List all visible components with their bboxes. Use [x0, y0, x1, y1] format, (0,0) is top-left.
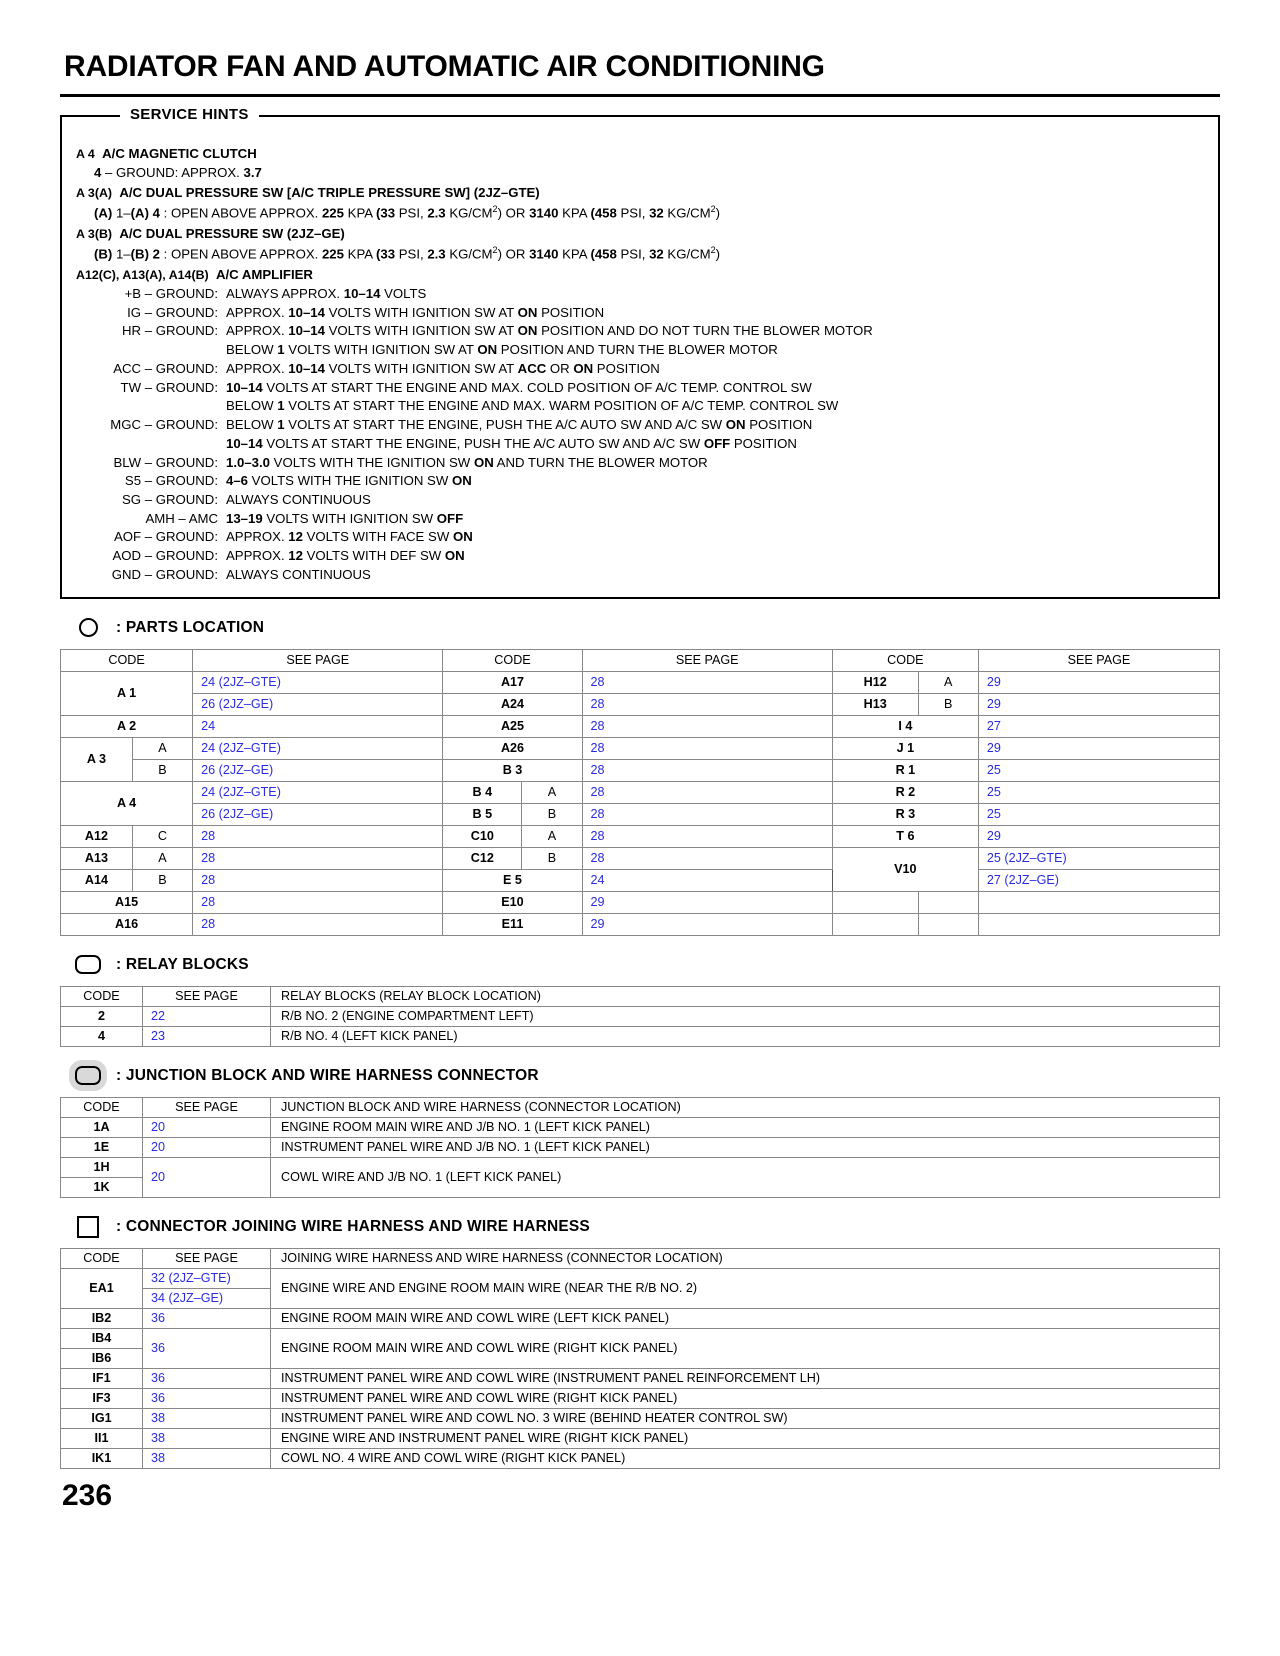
- connector-see-page[interactable]: 36: [143, 1328, 271, 1368]
- relay-code: 4: [61, 1026, 143, 1046]
- table-row: [61, 1308, 1220, 1328]
- connector-description: ENGINE WIRE AND ENGINE ROOM MAIN WIRE (NEAR THE R/B NO. 2): [271, 1268, 1220, 1308]
- connector-see-page[interactable]: 34 (2JZ–GE): [143, 1288, 271, 1308]
- parts-see-page[interactable]: 29: [978, 693, 1219, 715]
- connector-code: IB2: [61, 1308, 143, 1328]
- connector-description: INSTRUMENT PANEL WIRE AND COWL WIRE (RIGHT KICK PANEL): [271, 1388, 1220, 1408]
- amplifier-spec-row: [76, 397, 1204, 416]
- parts-see-page[interactable]: 28: [193, 913, 443, 935]
- parts-see-page[interactable]: 29: [582, 913, 832, 935]
- service-hint-heading: A12(C), A13(A), A14(B) A/C AMPLIFIER: [76, 267, 313, 283]
- table-row: [61, 891, 1220, 913]
- amplifier-value: ALWAYS APPROX. 10–14 VOLTS: [226, 285, 427, 301]
- parts-see-page[interactable]: 29: [582, 891, 832, 913]
- parts-code: A15: [61, 891, 193, 913]
- parts-see-page[interactable]: 28: [193, 825, 443, 847]
- amplifier-value: ALWAYS CONTINUOUS: [226, 492, 371, 507]
- junction-description: INSTRUMENT PANEL WIRE AND J/B NO. 1 (LEFT KICK PANEL): [271, 1137, 1220, 1157]
- service-hint-line: 4 – GROUND: APPROX. 3.7: [94, 164, 262, 180]
- parts-code: A 4: [61, 781, 193, 825]
- junction-see-page[interactable]: 20: [143, 1117, 271, 1137]
- amplifier-pin: S5 – GROUND:: [124, 473, 218, 489]
- parts-subcode: A: [132, 737, 192, 759]
- amplifier-spec-row: [76, 491, 1204, 510]
- parts-code: A 3: [61, 737, 133, 781]
- table-row: [61, 737, 1220, 759]
- connector-description: ENGINE ROOM MAIN WIRE AND COWL WIRE (LEFT KICK PANEL): [271, 1308, 1220, 1328]
- table-header-row: [61, 986, 1220, 1006]
- parts-code: H13: [832, 693, 918, 715]
- relay-blocks-table: [60, 986, 1220, 1047]
- table-row: [61, 803, 1220, 825]
- amplifier-spec-row: [76, 435, 1204, 454]
- parts-see-page[interactable]: 25: [978, 759, 1219, 781]
- connector-see-page[interactable]: 38: [143, 1448, 271, 1468]
- relay-see-page[interactable]: 23: [143, 1026, 271, 1046]
- parts-code: B 5: [443, 803, 522, 825]
- table-header-row: [61, 1097, 1220, 1117]
- column-header: JOINING WIRE HARNESS AND WIRE HARNESS (CONNECTOR LOCATION): [271, 1248, 1220, 1268]
- parts-see-page[interactable]: 28: [582, 671, 832, 693]
- parts-subcode: B: [522, 803, 582, 825]
- connector-see-page[interactable]: 36: [143, 1368, 271, 1388]
- connector-see-page[interactable]: 36: [143, 1308, 271, 1328]
- connector-description: INSTRUMENT PANEL WIRE AND COWL NO. 3 WIRE (BEHIND HEATER CONTROL SW): [271, 1408, 1220, 1428]
- table-row: [61, 1157, 1220, 1177]
- amplifier-spec-row: [76, 454, 1204, 473]
- relay-code: 2: [61, 1006, 143, 1026]
- junction-code: 1A: [61, 1117, 143, 1137]
- table-row: [61, 1428, 1220, 1448]
- parts-see-page[interactable]: 25: [978, 803, 1219, 825]
- connector-description: ENGINE ROOM MAIN WIRE AND COWL WIRE (RIGHT KICK PANEL): [271, 1328, 1220, 1368]
- connector-description: INSTRUMENT PANEL WIRE AND COWL WIRE (INSTRUMENT PANEL REINFORCEMENT LH): [271, 1368, 1220, 1388]
- connector-code: IF1: [61, 1368, 143, 1388]
- parts-see-page[interactable]: 28: [193, 847, 443, 869]
- parts-code: E10: [443, 891, 582, 913]
- parts-code: H12: [832, 671, 918, 693]
- relay-description: R/B NO. 4 (LEFT KICK PANEL): [271, 1026, 1220, 1046]
- relay-see-page[interactable]: 22: [143, 1006, 271, 1026]
- parts-code: A25: [443, 715, 582, 737]
- amplifier-pin: HR – GROUND:: [122, 323, 218, 339]
- parts-code: C12: [443, 847, 522, 869]
- amplifier-spec-row: [76, 285, 1204, 304]
- amplifier-value: 10–14 VOLTS AT START THE ENGINE, PUSH THE A/C AUTO SW AND A/C SW OFF POSITION: [226, 435, 797, 451]
- column-header: CODE: [832, 649, 978, 671]
- service-hints-box: [60, 106, 1220, 599]
- column-header: CODE: [61, 1097, 143, 1117]
- column-header: SEE PAGE: [143, 986, 271, 1006]
- column-header: SEE PAGE: [193, 649, 443, 671]
- parts-see-page[interactable]: 28: [582, 781, 832, 803]
- table-row: [61, 1448, 1220, 1468]
- parts-code: A 1: [61, 671, 193, 715]
- empty-cell: [832, 913, 918, 935]
- parts-subcode: A: [522, 781, 582, 803]
- connector-see-page[interactable]: 38: [143, 1408, 271, 1428]
- connector-code: IB4: [61, 1328, 143, 1348]
- relay-description: R/B NO. 2 (ENGINE COMPARTMENT LEFT): [271, 1006, 1220, 1026]
- column-header: SEE PAGE: [978, 649, 1219, 671]
- table-row: [61, 1368, 1220, 1388]
- parts-see-page[interactable]: 29: [978, 737, 1219, 759]
- junction-see-page[interactable]: 20: [143, 1137, 271, 1157]
- amplifier-value: APPROX. 10–14 VOLTS WITH IGNITION SW AT ON POSITION: [226, 304, 605, 320]
- parts-subcode: A: [522, 825, 582, 847]
- amplifier-spec-row: [76, 510, 1204, 529]
- table-row: [61, 1006, 1220, 1026]
- connector-code: IK1: [61, 1448, 143, 1468]
- service-hints-legend: SERVICE HINTS: [120, 106, 259, 123]
- parts-code: J 1: [832, 737, 978, 759]
- rounded-rect-symbol-icon: [60, 955, 116, 974]
- table-header-row: [61, 649, 1220, 671]
- connector-joining-table: [60, 1248, 1220, 1469]
- amplifier-spec-row: [76, 379, 1204, 398]
- connector-see-page[interactable]: 32 (2JZ–GTE): [143, 1268, 271, 1288]
- amplifier-value: BELOW 1 VOLTS WITH IGNITION SW AT ON POSITION AND TURN THE BLOWER MOTOR: [226, 342, 778, 358]
- relay-blocks-label: : RELAY BLOCKS: [116, 955, 249, 973]
- parts-see-page[interactable]: 28: [582, 737, 832, 759]
- amplifier-pin: ACC – GROUND:: [113, 360, 218, 376]
- column-header: SEE PAGE: [143, 1097, 271, 1117]
- junction-description: ENGINE ROOM MAIN WIRE AND J/B NO. 1 (LEFT KICK PANEL): [271, 1117, 1220, 1137]
- table-row: [61, 781, 1220, 803]
- parts-location-label: : PARTS LOCATION: [116, 618, 265, 636]
- empty-cell: [978, 891, 1219, 913]
- amplifier-spec-row: [76, 566, 1204, 585]
- table-row: [61, 693, 1220, 715]
- connector-code: EA1: [61, 1268, 143, 1308]
- junction-code: 1H: [61, 1157, 143, 1177]
- parts-subcode: B: [132, 869, 192, 891]
- parts-code: A 2: [61, 715, 193, 737]
- table-row: [61, 1026, 1220, 1046]
- amplifier-pin: SG – GROUND:: [122, 492, 218, 507]
- title-divider: [60, 94, 1220, 97]
- parts-see-page[interactable]: 27: [978, 715, 1219, 737]
- junction-description: COWL WIRE AND J/B NO. 1 (LEFT KICK PANEL): [271, 1157, 1220, 1197]
- amplifier-pin: TW – GROUND:: [120, 379, 218, 395]
- junction-block-header: [60, 1063, 1220, 1089]
- parts-see-page[interactable]: 28: [582, 825, 832, 847]
- parts-see-page[interactable]: 25: [978, 781, 1219, 803]
- amplifier-pin: GND – GROUND:: [111, 566, 218, 582]
- connector-code: IF3: [61, 1388, 143, 1408]
- amplifier-value: APPROX. 12 VOLTS WITH DEF SW ON: [226, 548, 465, 564]
- connector-code: IB6: [61, 1348, 143, 1368]
- parts-code: T 6: [832, 825, 978, 847]
- amplifier-value: 13–19 VOLTS WITH IGNITION SW OFF: [226, 510, 464, 526]
- parts-see-page[interactable]: 27 (2JZ–GE): [978, 869, 1219, 891]
- parts-see-page[interactable]: 26 (2JZ–GE): [193, 759, 443, 781]
- parts-code: A12: [61, 825, 133, 847]
- amplifier-value: APPROX. 10–14 VOLTS WITH IGNITION SW AT ACC OR ON POSITION: [226, 360, 660, 376]
- table-row: [61, 1408, 1220, 1428]
- parts-code: I 4: [832, 715, 978, 737]
- parts-see-page[interactable]: 24: [582, 869, 832, 891]
- connector-see-page[interactable]: 36: [143, 1388, 271, 1408]
- parts-see-page[interactable]: 28: [582, 759, 832, 781]
- table-row: [61, 913, 1220, 935]
- relay-blocks-header: [60, 952, 1220, 978]
- parts-code: R 2: [832, 781, 978, 803]
- parts-subcode: A: [132, 847, 192, 869]
- table-header-row: [61, 1248, 1220, 1268]
- amplifier-value: BELOW 1 VOLTS AT START THE ENGINE AND MAX. WARM POSITION OF A/C TEMP. CONTROL SW: [226, 398, 839, 414]
- amplifier-pin: BLW – GROUND:: [113, 454, 218, 470]
- amplifier-pin: MGC – GROUND:: [110, 417, 218, 433]
- parts-see-page[interactable]: 24: [193, 715, 443, 737]
- service-hints-body: [76, 145, 1204, 585]
- table-row: [61, 869, 1220, 891]
- junction-code: 1K: [61, 1177, 143, 1197]
- parts-see-page[interactable]: 24 (2JZ–GTE): [193, 671, 443, 693]
- parts-code: A17: [443, 671, 582, 693]
- amplifier-spec-row: [76, 547, 1204, 566]
- amplifier-value: APPROX. 10–14 VOLTS WITH IGNITION SW AT ON POSITION AND DO NOT TURN THE BLOWER MOTOR: [226, 323, 873, 339]
- service-hint-line: (B) 1–(B) 2 : OPEN ABOVE APPROX. 225 KPA (33 PSI, 2.3 $KG/CM^2$) OR 3140 KPA (458 PSI, 32 $KG/CM^2$): [94, 245, 721, 262]
- amplifier-spec-row: [76, 341, 1204, 360]
- table-row: [61, 1117, 1220, 1137]
- table-row: [61, 671, 1220, 693]
- parts-see-page[interactable]: 26 (2JZ–GE): [193, 693, 443, 715]
- junction-block-label: : JUNCTION BLOCK AND WIRE HARNESS CONNECTOR: [116, 1066, 539, 1084]
- parts-code: A14: [61, 869, 133, 891]
- parts-code: A26: [443, 737, 582, 759]
- parts-subcode: C: [132, 825, 192, 847]
- parts-code: A13: [61, 847, 133, 869]
- parts-code: R 1: [832, 759, 978, 781]
- parts-code: E 5: [443, 869, 582, 891]
- amplifier-value: 4–6 VOLTS WITH THE IGNITION SW ON: [226, 473, 472, 489]
- shaded-rounded-rect-symbol-icon: [60, 1066, 116, 1085]
- parts-see-page[interactable]: 28: [193, 869, 443, 891]
- service-hint-line: (A) 1–(A) 4 : OPEN ABOVE APPROX. 225 KPA (33 PSI, 2.3 $KG/CM^2$) OR 3140 KPA (458 PSI, 32 $KG/CM^2$): [94, 204, 721, 221]
- junction-code: 1E: [61, 1137, 143, 1157]
- parts-see-page[interactable]: 24 (2JZ–GTE): [193, 781, 443, 803]
- empty-cell: [918, 913, 978, 935]
- page-number: 236: [62, 1478, 113, 1512]
- amplifier-value: ALWAYS CONTINUOUS: [226, 566, 371, 582]
- parts-see-page[interactable]: 26 (2JZ–GE): [193, 803, 443, 825]
- parts-see-page[interactable]: 28: [582, 847, 832, 869]
- parts-see-page[interactable]: 25 (2JZ–GTE): [978, 847, 1219, 869]
- table-row: [61, 1268, 1220, 1288]
- amplifier-pin: AOF – GROUND:: [113, 529, 218, 545]
- table-row: [61, 1137, 1220, 1157]
- parts-code: V10: [832, 847, 978, 891]
- parts-see-page[interactable]: 28: [582, 803, 832, 825]
- connector-joining-header: [60, 1214, 1220, 1240]
- amplifier-value: APPROX. 12 VOLTS WITH FACE SW ON: [226, 529, 473, 545]
- square-symbol-icon: [60, 1216, 116, 1238]
- parts-code: E11: [443, 913, 582, 935]
- table-row: [61, 1388, 1220, 1408]
- parts-code: R 3: [832, 803, 978, 825]
- column-header: CODE: [61, 1248, 143, 1268]
- junction-see-page[interactable]: 20: [143, 1157, 271, 1197]
- empty-cell: [978, 913, 1219, 935]
- connector-code: II1: [61, 1428, 143, 1448]
- amplifier-spec-row: [76, 322, 1204, 341]
- parts-see-page[interactable]: 24 (2JZ–GTE): [193, 737, 443, 759]
- parts-code: B 3: [443, 759, 582, 781]
- amplifier-value: 10–14 VOLTS AT START THE ENGINE AND MAX. COLD POSITION OF A/C TEMP. CONTROL SW: [226, 379, 812, 395]
- parts-code: C10: [443, 825, 522, 847]
- table-row: [61, 847, 1220, 869]
- column-header: CODE: [61, 649, 193, 671]
- empty-cell: [832, 891, 918, 913]
- table-row: [61, 715, 1220, 737]
- connector-see-page[interactable]: 38: [143, 1428, 271, 1448]
- column-header: JUNCTION BLOCK AND WIRE HARNESS (CONNECTOR LOCATION): [271, 1097, 1220, 1117]
- column-header: RELAY BLOCKS (RELAY BLOCK LOCATION): [271, 986, 1220, 1006]
- parts-see-page[interactable]: 29: [978, 825, 1219, 847]
- parts-see-page[interactable]: 28: [193, 891, 443, 913]
- parts-subcode: A: [918, 671, 978, 693]
- connector-joining-label: : CONNECTOR JOINING WIRE HARNESS AND WIRE HARNESS: [116, 1217, 590, 1235]
- table-row: [61, 825, 1220, 847]
- service-hint-heading: A 4 A/C MAGNETIC CLUTCH: [76, 146, 257, 161]
- connector-description: COWL NO. 4 WIRE AND COWL WIRE (RIGHT KICK PANEL): [271, 1448, 1220, 1468]
- parts-see-page[interactable]: 28: [582, 693, 832, 715]
- table-row: [61, 759, 1220, 781]
- column-header: SEE PAGE: [582, 649, 832, 671]
- service-hint-heading: A 3(B) A/C DUAL PRESSURE SW (2JZ–GE): [76, 226, 345, 242]
- amplifier-value: 1.0–3.0 VOLTS WITH THE IGNITION SW ON AND TURN THE BLOWER MOTOR: [226, 454, 708, 470]
- parts-location-table: [60, 649, 1220, 936]
- amplifier-pin: +B – GROUND:: [124, 285, 218, 301]
- amplifier-spec-row: [76, 472, 1204, 491]
- amplifier-pin: IG – GROUND:: [127, 304, 218, 320]
- parts-subcode: B: [522, 847, 582, 869]
- connector-description: ENGINE WIRE AND INSTRUMENT PANEL WIRE (RIGHT KICK PANEL): [271, 1428, 1220, 1448]
- junction-block-table: [60, 1097, 1220, 1198]
- empty-cell: [918, 891, 978, 913]
- parts-location-header: [60, 615, 1220, 641]
- amplifier-pin: AOD – GROUND:: [112, 548, 218, 564]
- amplifier-spec-row: [76, 528, 1204, 547]
- column-header: CODE: [443, 649, 582, 671]
- amplifier-spec-row: [76, 416, 1204, 435]
- page-title: RADIATOR FAN AND AUTOMATIC AIR CONDITIONING: [64, 50, 825, 83]
- column-header: CODE: [61, 986, 143, 1006]
- parts-code: A24: [443, 693, 582, 715]
- parts-subcode: B: [132, 759, 192, 781]
- amplifier-spec-row: [76, 360, 1204, 379]
- table-row: [61, 1328, 1220, 1348]
- parts-subcode: B: [918, 693, 978, 715]
- parts-see-page[interactable]: 28: [582, 715, 832, 737]
- amplifier-value: BELOW 1 VOLTS AT START THE ENGINE, PUSH THE A/C AUTO SW AND A/C SW ON POSITION: [226, 417, 813, 433]
- parts-code: A16: [61, 913, 193, 935]
- parts-code: B 4: [443, 781, 522, 803]
- service-hint-heading: A 3(A) A/C DUAL PRESSURE SW [A/C TRIPLE PRESSURE SW] (2JZ–GTE): [76, 185, 540, 201]
- column-header: SEE PAGE: [143, 1248, 271, 1268]
- connector-code: IG1: [61, 1408, 143, 1428]
- parts-see-page[interactable]: 29: [978, 671, 1219, 693]
- circle-symbol-icon: [60, 618, 116, 637]
- amplifier-pin: AMH – AMC: [145, 510, 218, 526]
- amplifier-spec-row: [76, 304, 1204, 323]
